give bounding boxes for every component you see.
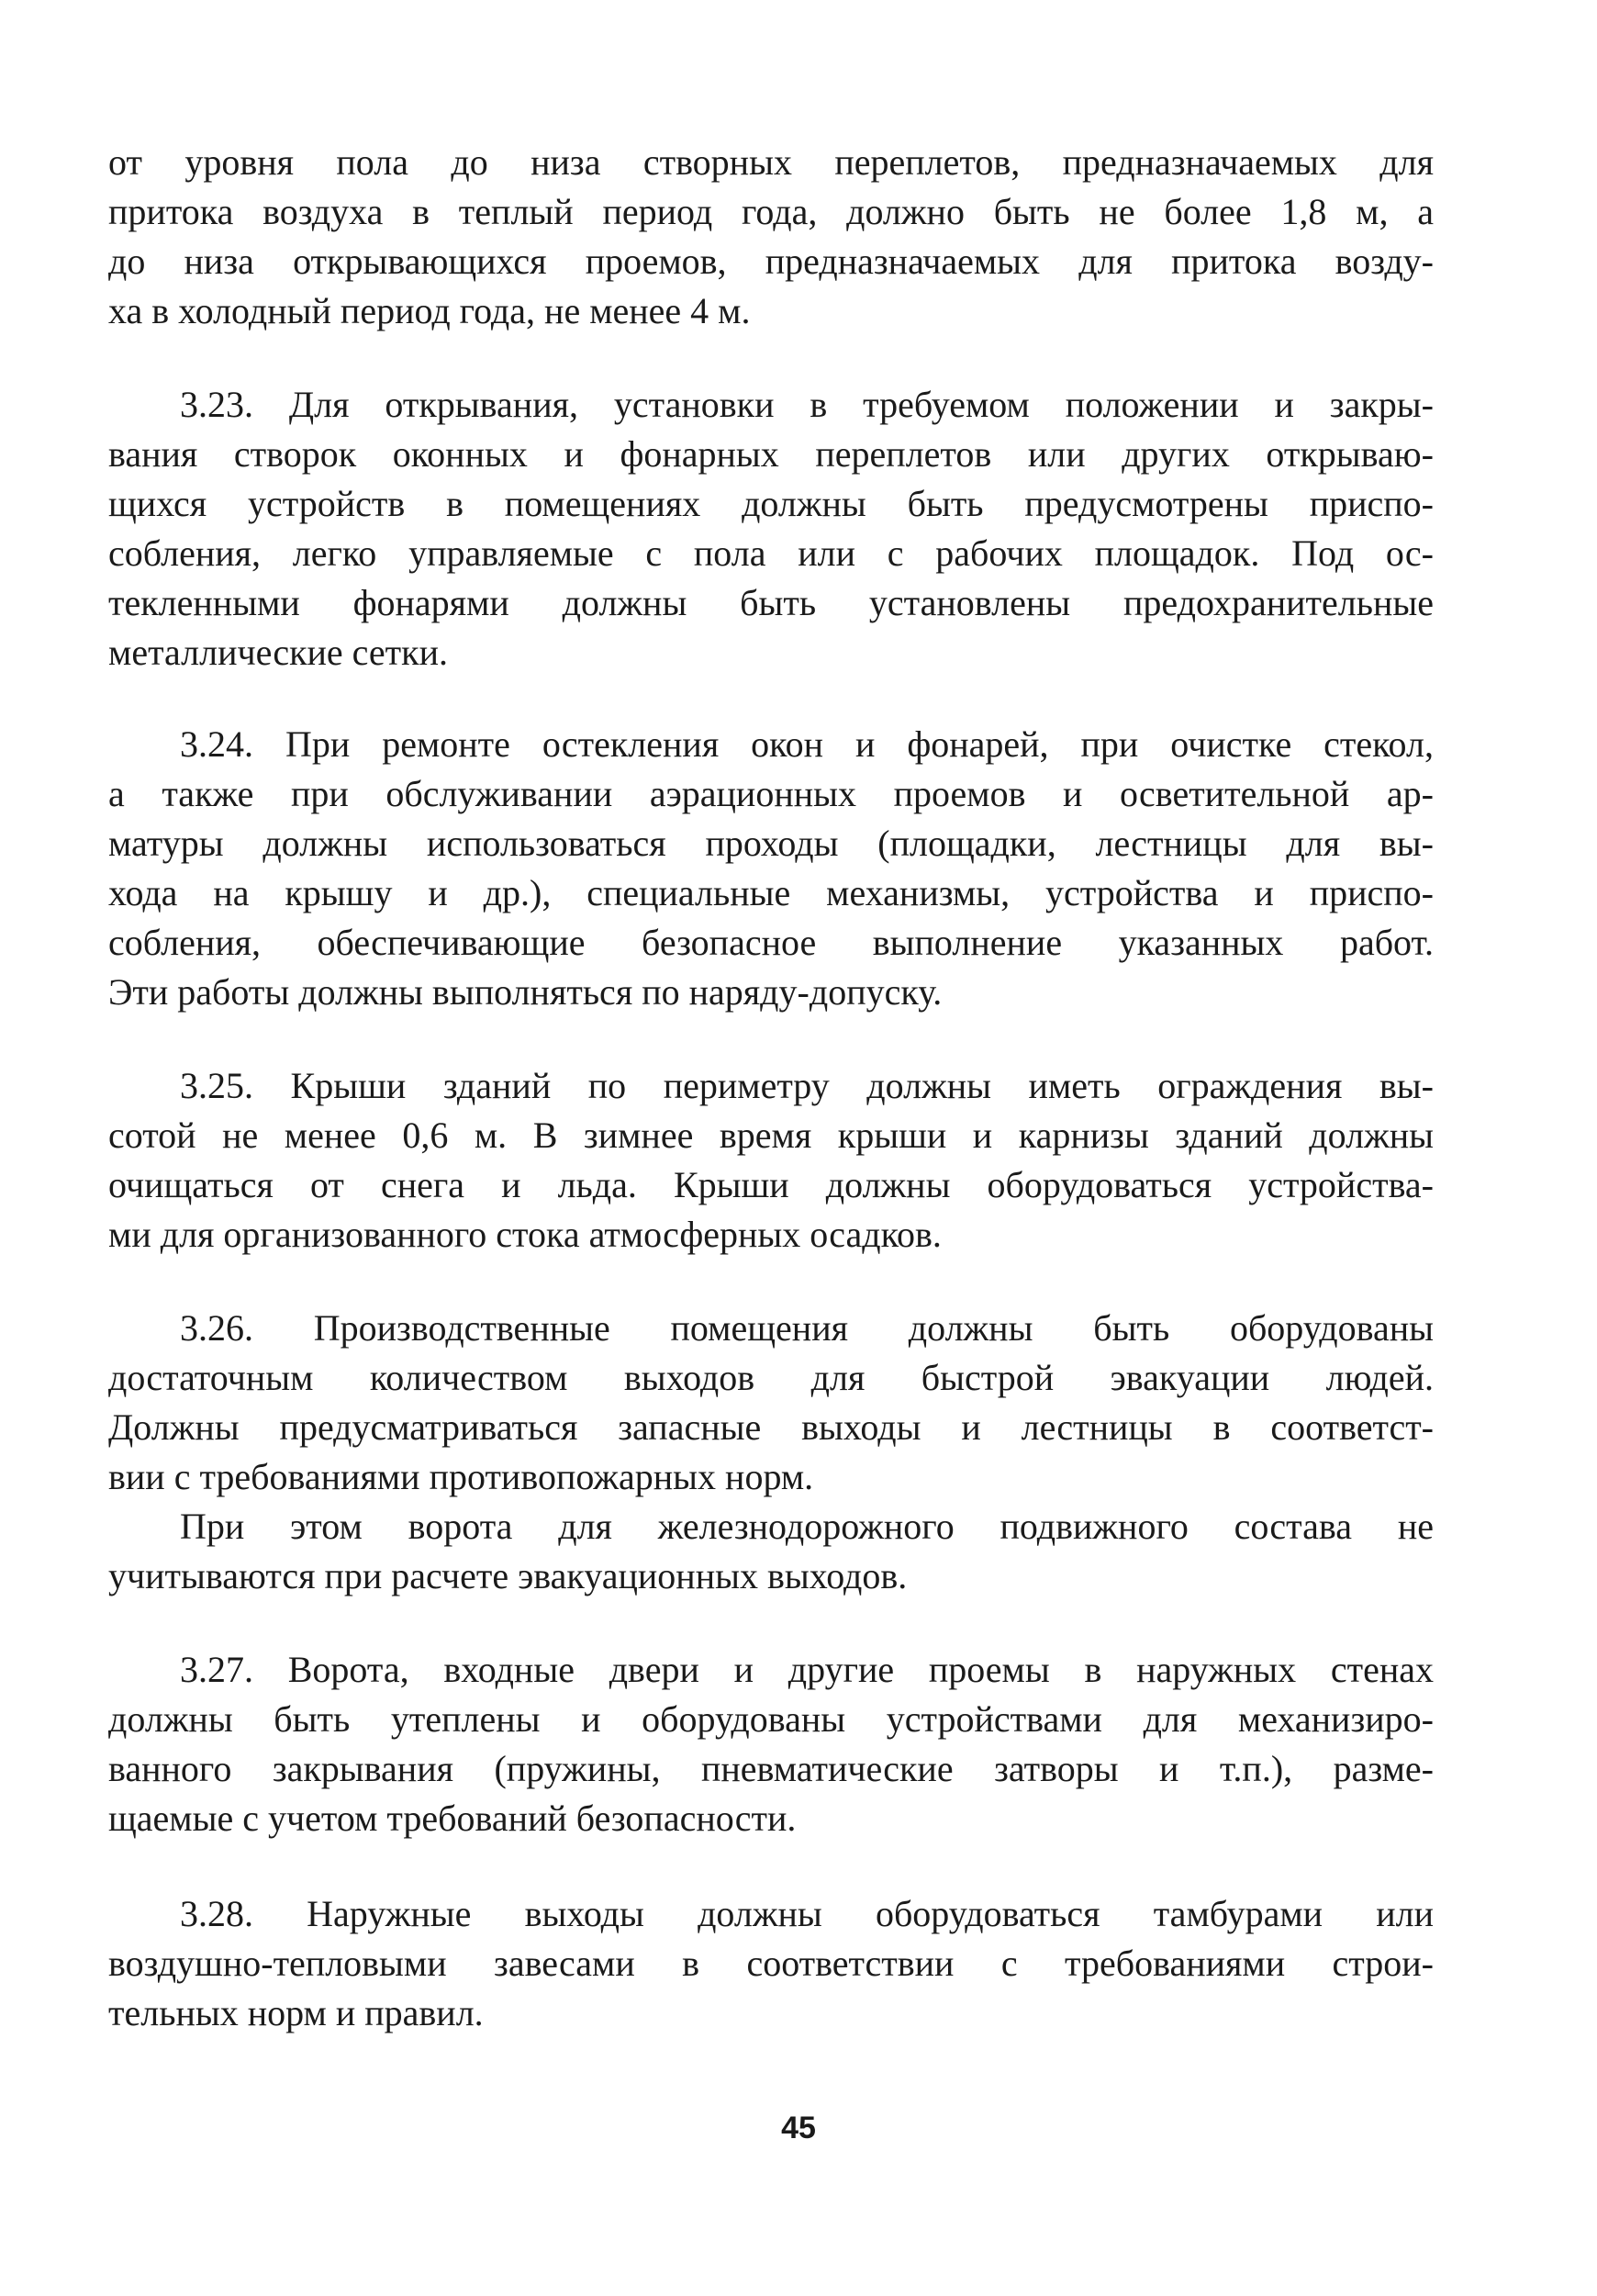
text-line: 3.27. Ворота, входные двери и другие проемы в наружных стенах: [180, 1649, 1434, 1690]
text-line: хода на крышу и др.), специальные механизмы, устройства и приспо-: [108, 872, 1434, 913]
text-line: ми для организованного стока атмосферных осадков.: [108, 1214, 942, 1255]
paragraph-3-26-note: [108, 1502, 1434, 1601]
text-line: 3.23. Для открывания, установки в требуемом положении и закры-: [180, 384, 1434, 425]
text-line: матуры должны использоваться проходы (площадки, лестницы для вы-: [108, 823, 1434, 864]
text-line: 3.26. Производственные помещения должны быть оборудованы: [180, 1307, 1434, 1349]
paragraph-3-25: [108, 1061, 1434, 1260]
page-number: 45: [781, 2111, 816, 2145]
text-line: сотой не менее 0,6 м. В зимнее время крыши и карнизы зданий должны: [108, 1114, 1434, 1156]
text-line: собления, легко управляемые с пола или с рабочих площадок. Под ос-: [108, 532, 1434, 574]
text-line: учитываются при расчете эвакуационных выходов.: [108, 1555, 908, 1596]
text-line: от уровня пола до низа створных переплетов, предназначаемых для: [108, 141, 1434, 183]
text-line: вии с требованиями противопожарных норм.: [108, 1456, 814, 1497]
text-line: щаемые с учетом требований безопасности.: [108, 1798, 797, 1839]
paragraph-3-24: [108, 720, 1434, 1017]
paragraph-3-28: [108, 1889, 1434, 2038]
paragraph-3-23: [108, 380, 1434, 678]
text-line: ха в холодный период года, не менее 4 м.: [108, 290, 751, 331]
text-line: до низа открывающихся проемов, предназначаемых для притока возду-: [108, 241, 1434, 282]
text-line: вания створок оконных и фонарных переплетов или других открываю-: [108, 433, 1434, 475]
text-line: 3.28. Наружные выходы должны оборудоваться тамбурами или: [180, 1893, 1434, 1934]
text-line: достаточным количеством выходов для быстрой эвакуации людей.: [108, 1357, 1434, 1398]
paragraph-continuation: [108, 138, 1434, 336]
text-line: воздушно-тепловыми завесами в соответствии с требованиями строи-: [108, 1943, 1434, 1984]
text-line: 3.24. При ремонте остекления окон и фонарей, при очистке стекол,: [180, 723, 1434, 765]
text-line: 3.25. Крыши зданий по периметру должны иметь ограждения вы-: [180, 1065, 1434, 1106]
text-line: очищаться от снега и льда. Крыши должны оборудоваться устройства-: [108, 1164, 1434, 1205]
text-line: текленными фонарями должны быть установлены предохранительные: [108, 582, 1434, 623]
text-line: металлические сетки.: [108, 632, 448, 673]
text-line: щихся устройств в помещениях должны быть предусмотрены приспо-: [108, 483, 1434, 524]
text-line: тельных норм и правил.: [108, 1992, 484, 2033]
paragraph-3-27: [108, 1645, 1434, 1843]
text-line: При этом ворота для железнодорожного подвижного состава не: [180, 1506, 1434, 1547]
text-line: а также при обслуживании аэрационных проемов и осветительной ар-: [108, 773, 1434, 814]
text-line: притока воздуха в теплый период года, должно быть не более 1,8 м, а: [108, 191, 1434, 232]
text-line: ванного закрывания (пружины, пневматические затворы и т.п.), разме-: [108, 1748, 1434, 1789]
text-line: Должны предусматриваться запасные выходы и лестницы в соответст-: [108, 1406, 1434, 1448]
text-line: собления, обеспечивающие безопасное выполнение указанных работ.: [108, 922, 1434, 963]
text-line: должны быть утеплены и оборудованы устройствами для механизиро-: [108, 1698, 1434, 1740]
paragraph-3-26: [108, 1304, 1434, 1502]
text-line: Эти работы должны выполняться по наряду-допуску.: [108, 971, 943, 1013]
